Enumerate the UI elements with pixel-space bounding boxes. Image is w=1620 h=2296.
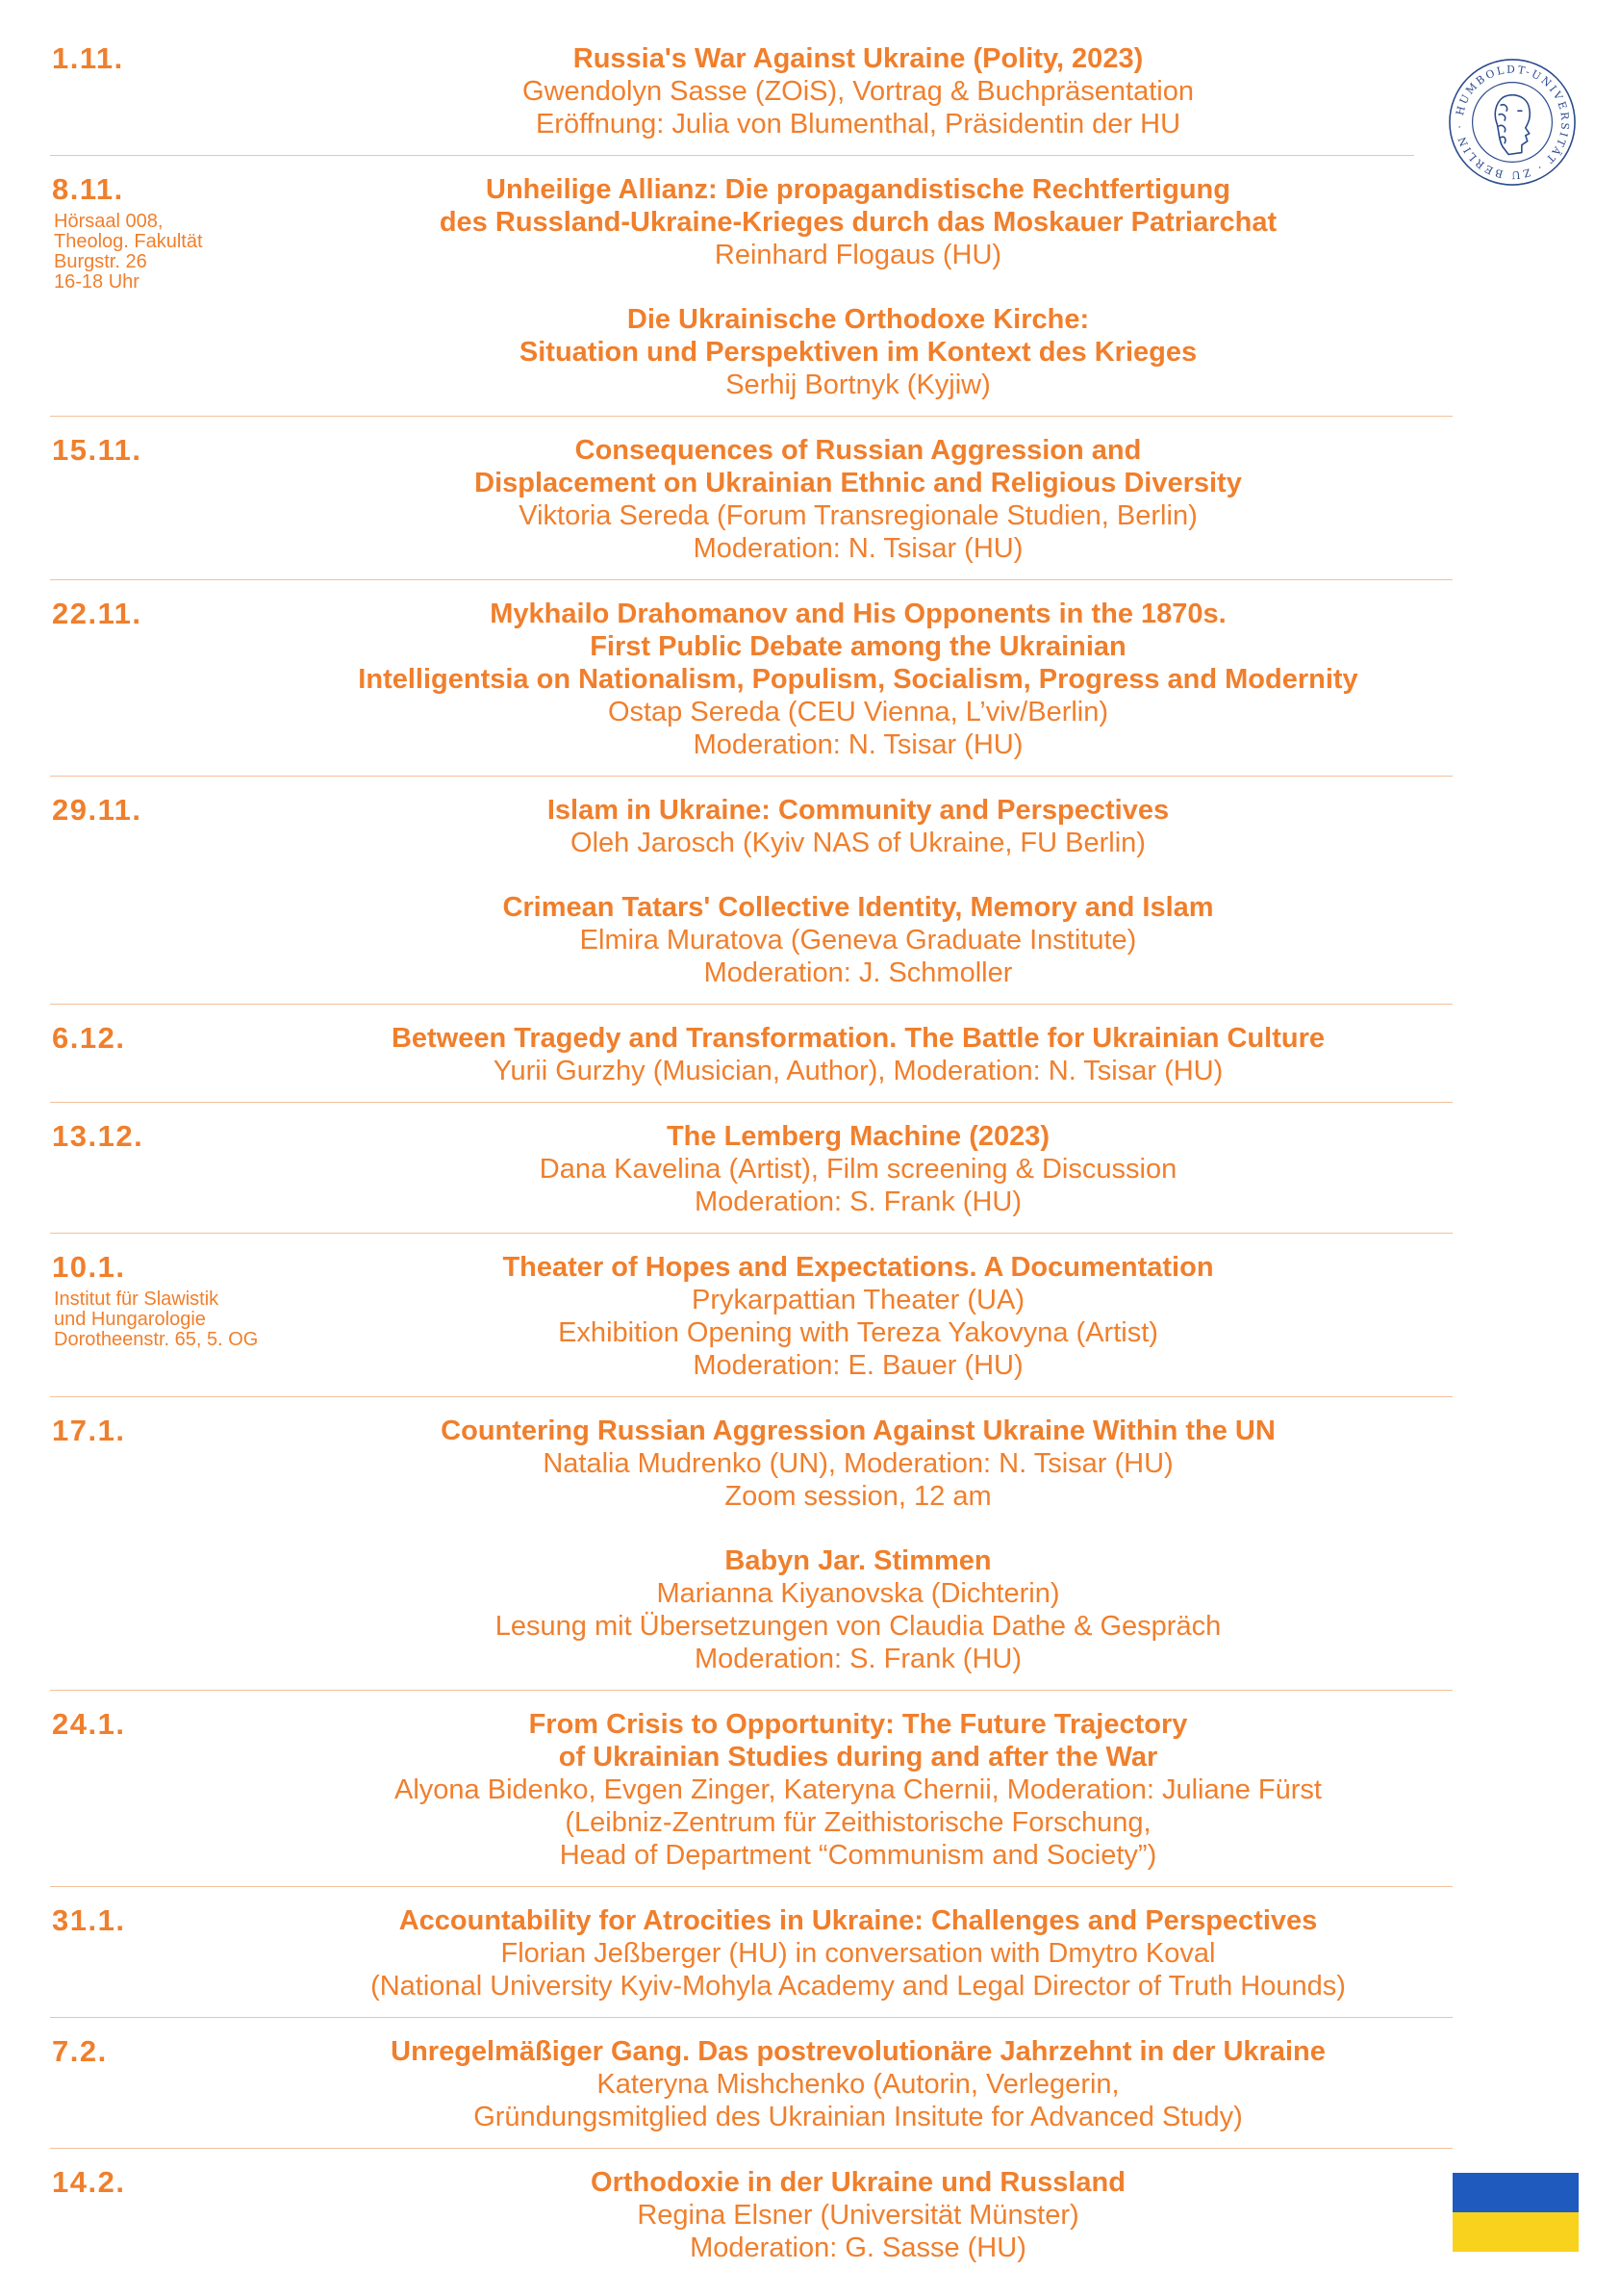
talk-title: Orthodoxie in der Ukraine und Russland — [591, 2167, 1126, 2198]
talk-title: Theater of Hopes and Expectations. A Documentation — [502, 1252, 1214, 1283]
talk-title: Russia's War Against Ukraine (Polity, 2023) — [572, 43, 1144, 74]
event-date: 7.2. — [52, 2034, 108, 2068]
event-talks — [262, 1415, 1455, 1675]
event-program — [50, 42, 1453, 2296]
event-entry — [50, 598, 1453, 777]
talk-detail: Natalia Mudrenko (UN), Moderation: N. Tsisar (HU) — [543, 1448, 1174, 1479]
event-entry — [50, 1708, 1453, 1887]
talk-detail: Dana Kavelina (Artist), Film screening & Discussion — [539, 1154, 1177, 1185]
talk — [262, 1544, 1455, 1675]
talk — [262, 42, 1455, 140]
talk — [262, 1251, 1455, 1382]
talk-detail: Lesung mit Übersetzungen von Claudia Dathe & Gespräch — [494, 1611, 1222, 1642]
event-date: 17.1. — [52, 1414, 126, 1447]
event-talks — [262, 2166, 1455, 2264]
event-entry — [50, 1120, 1453, 1234]
event-entry — [50, 434, 1453, 580]
ukrainian-flag — [1453, 2173, 1579, 2252]
event-date: 15.11. — [52, 433, 142, 467]
talk-detail: Moderation: N. Tsisar (HU) — [693, 729, 1024, 760]
talk — [262, 794, 1455, 859]
venue-line: Theolog. Fakultät — [54, 231, 203, 252]
seal-portrait-icon — [1495, 95, 1530, 155]
talk-title: Situation und Perspektiven im Kontext des Krieges — [519, 337, 1198, 368]
talk — [262, 173, 1455, 271]
flag-yellow-stripe — [1453, 2212, 1579, 2252]
event-entry — [50, 1251, 1453, 1397]
talk — [262, 1120, 1455, 1218]
talk — [262, 1708, 1455, 1872]
event-date: 14.2. — [52, 2165, 126, 2199]
talk-title: Unregelmäßiger Gang. Das postrevolutionäre Jahrzehnt in der Ukraine — [391, 2036, 1326, 2067]
event-date: 22.11. — [52, 597, 142, 630]
talk-title: Countering Russian Aggression Against Ukraine Within the UN — [441, 1416, 1276, 1446]
event-venue — [54, 212, 203, 293]
event-date: 1.11. — [52, 41, 124, 75]
talk-detail: Moderation: S. Frank (HU) — [694, 1644, 1023, 1674]
talk-title: Intelligentsia on Nationalism, Populism, Socialism, Progress and Modernity — [358, 664, 1358, 695]
talk-detail: Serhij Bortnyk (Kyjiw) — [725, 370, 991, 400]
event-entry — [50, 173, 1453, 417]
event-venue — [54, 1289, 258, 1350]
event-talks — [262, 173, 1455, 401]
event-talks — [262, 434, 1455, 565]
venue-line: 16-18 Uhr — [54, 271, 139, 293]
talk-title: From Crisis to Opportunity: The Future Trajectory — [528, 1709, 1188, 1740]
event-entry — [50, 1415, 1453, 1691]
event-date: 24.1. — [52, 1707, 126, 1741]
talk — [262, 1904, 1455, 2003]
talk — [262, 1415, 1455, 1513]
talk-title: Displacement on Ukrainian Ethnic and Religious Diversity — [474, 468, 1242, 498]
talk-detail: Reinhard Flogaus (HU) — [714, 240, 1002, 270]
event-entry — [50, 42, 1414, 156]
talk-title: Crimean Tatars' Collective Identity, Memory and Islam — [502, 892, 1214, 923]
talk-title: des Russland-Ukraine-Krieges durch das Moskauer Patriarchat — [439, 207, 1278, 238]
talk-detail: Prykarpattian Theater (UA) — [692, 1285, 1025, 1315]
talk-title: Mykhailo Drahomanov and His Opponents in the 1870s. — [490, 599, 1227, 629]
talk-detail: Viktoria Sereda (Forum Transregionale Studien, Berlin) — [519, 500, 1198, 531]
talk-title: of Ukrainian Studies during and after the War — [558, 1742, 1158, 1773]
talk-detail: Gwendolyn Sasse (ZOiS), Vortrag & Buchpräsentation — [522, 76, 1194, 107]
talk-detail: Regina Elsner (Universität Münster) — [637, 2200, 1079, 2231]
event-talks — [262, 794, 1455, 989]
venue-line: Institut für Slawistik — [54, 1288, 219, 1310]
talk — [262, 2035, 1455, 2133]
event-date: 13.12. — [52, 1119, 144, 1153]
talk-detail: Moderation: G. Sasse (HU) — [690, 2232, 1026, 2263]
talk-detail: Moderation: J. Schmoller — [703, 957, 1013, 988]
talk — [262, 598, 1455, 761]
talk — [262, 1022, 1455, 1087]
venue-line: Dorotheenstr. 65, 5. OG — [54, 1329, 259, 1350]
talk-detail: Eröffnung: Julia von Blumenthal, Präsidentin der HU — [535, 109, 1181, 140]
venue-line: Hörsaal 008, — [54, 211, 164, 232]
talk-detail: Head of Department “Communism and Society”) — [559, 1840, 1157, 1871]
talk-title: Unheilige Allianz: Die propagandistische Rechtfertigung — [486, 174, 1230, 205]
talk-detail: Zoom session, 12 am — [724, 1481, 992, 1512]
event-date: 10.1. — [52, 1250, 126, 1284]
talk-title: Babyn Jar. Stimmen — [724, 1545, 992, 1576]
event-date: 31.1. — [52, 1903, 126, 1937]
event-entry — [50, 2035, 1453, 2149]
event-talks — [262, 1708, 1455, 1872]
talk-detail: Exhibition Opening with Tereza Yakovyna (Artist) — [558, 1317, 1158, 1348]
talk — [262, 303, 1455, 401]
talk-title: Accountability for Atrocities in Ukraine: Challenges and Perspectives — [398, 1905, 1318, 1936]
talk-detail: Moderation: N. Tsisar (HU) — [693, 533, 1024, 564]
talk-detail: Florian Jeßberger (HU) in conversation with Dmytro Koval — [500, 1938, 1216, 1969]
event-talks — [262, 1904, 1455, 2003]
event-entry — [50, 2166, 1453, 2279]
humboldt-university-seal — [1446, 56, 1579, 189]
talk-title: Consequences of Russian Aggression and — [574, 435, 1142, 466]
talk-detail: (National University Kyiv-Mohyla Academy and Legal Director of Truth Hounds) — [370, 1971, 1346, 2002]
talk-detail: Oleh Jarosch (Kyiv NAS of Ukraine, FU Berlin) — [570, 828, 1146, 858]
talk-title: Between Tragedy and Transformation. The Battle for Ukrainian Culture — [391, 1023, 1326, 1054]
talk-detail: (Leibniz-Zentrum für Zeithistorische Forschung, — [565, 1807, 1152, 1838]
event-entry — [50, 1904, 1453, 2018]
flag-blue-stripe — [1453, 2173, 1579, 2212]
venue-line: und Hungarologie — [54, 1309, 206, 1330]
talk-detail: Elmira Muratova (Geneva Graduate Institute) — [579, 925, 1137, 956]
talk — [262, 2166, 1455, 2264]
talk-detail: Alyona Bidenko, Evgen Zinger, Kateryna Chernii, Moderation: Juliane Fürst — [394, 1774, 1322, 1805]
event-talks — [262, 598, 1455, 761]
talk — [262, 891, 1455, 989]
talk-title: Die Ukrainische Orthodoxe Kirche: — [626, 304, 1090, 335]
talk-title: Islam in Ukraine: Community and Perspectives — [546, 795, 1170, 826]
talk-detail: Kateryna Mishchenko (Autorin, Verlegerin, — [596, 2069, 1120, 2100]
seal-lettering: HUMBOLDT-UNIVERSITÄT · ZU BERLIN · — [1453, 63, 1572, 182]
event-talks — [262, 1251, 1455, 1382]
event-date: 29.11. — [52, 793, 142, 827]
talk-detail: Gründungsmitglied des Ukrainian Insitute for Advanced Study) — [473, 2102, 1243, 2132]
event-talks — [262, 42, 1455, 140]
talk — [262, 434, 1455, 565]
talk-title: First Public Debate among the Ukrainian — [590, 631, 1126, 662]
event-talks — [262, 2035, 1455, 2133]
talk-detail: Marianna Kiyanovska (Dichterin) — [656, 1578, 1060, 1609]
event-entry — [50, 794, 1453, 1005]
seal-outer-ring — [1450, 60, 1575, 185]
event-date: 8.11. — [52, 172, 124, 206]
event-talks — [262, 1022, 1455, 1087]
talk-title: The Lemberg Machine (2023) — [666, 1121, 1050, 1152]
talk-detail: Moderation: S. Frank (HU) — [694, 1186, 1023, 1217]
talk-detail: Ostap Sereda (CEU Vienna, L’viv/Berlin) — [607, 697, 1109, 727]
talk-detail: Moderation: E. Bauer (HU) — [693, 1350, 1024, 1381]
event-entry — [50, 1022, 1453, 1103]
venue-line: Burgstr. 26 — [54, 251, 147, 272]
event-talks — [262, 1120, 1455, 1218]
talk-detail: Yurii Gurzhy (Musician, Author), Moderation: N. Tsisar (HU) — [493, 1056, 1224, 1086]
event-date: 6.12. — [52, 1021, 126, 1055]
